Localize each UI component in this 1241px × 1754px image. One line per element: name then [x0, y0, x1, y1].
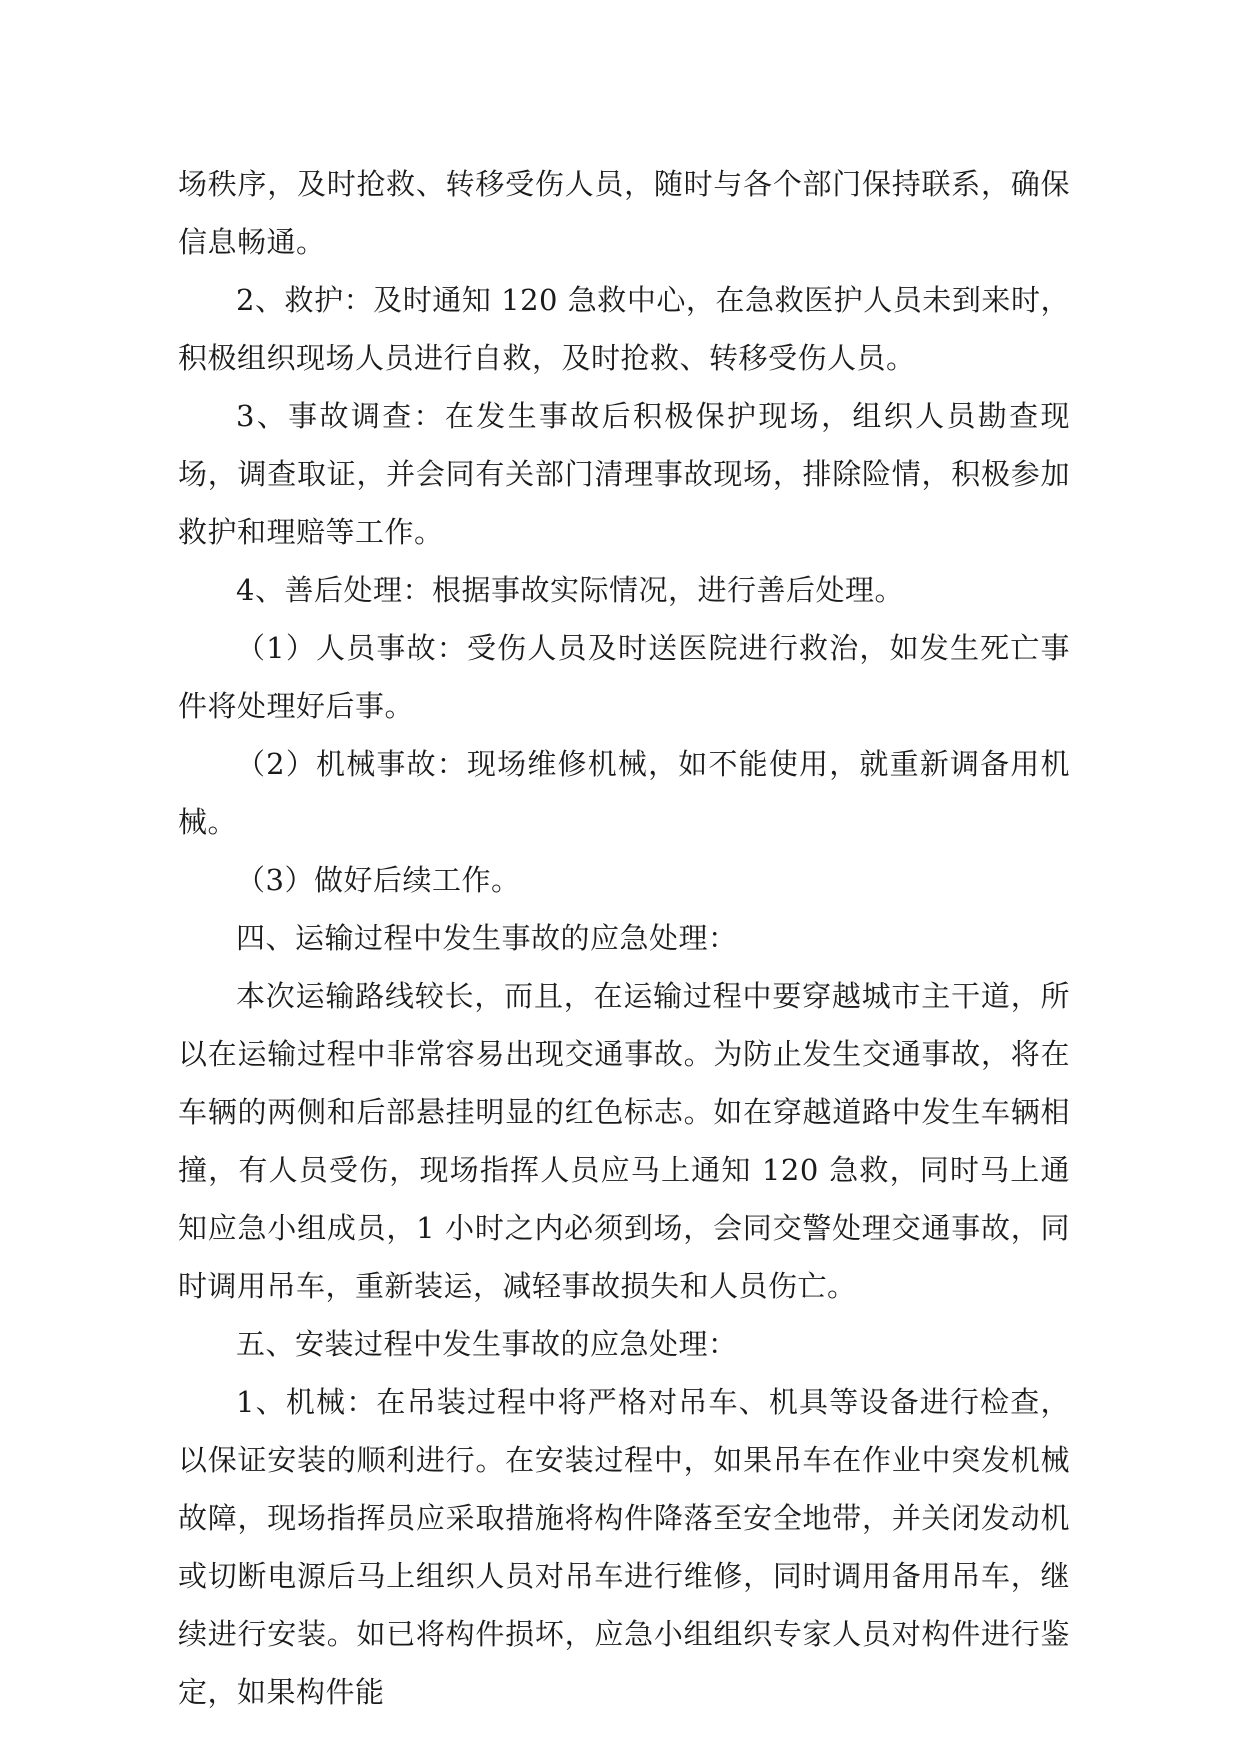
paragraph-continuation: 场秩序，及时抢救、转移受伤人员，随时与各个部门保持联系，确保信息畅通。	[178, 167, 1070, 259]
document-body	[178, 155, 1070, 1721]
paragraph-investigation: 3、事故调查：在发生事故后积极保护现场，组织人员勘查现场，调查取证，并会同有关部门清理事故现场，排除险情，积极参加救护和理赔等工作。	[178, 399, 1070, 549]
paragraph-personnel-accident: （1）人员事故：受伤人员及时送医院进行救治，如发生死亡事件将处理好后事。	[178, 631, 1070, 723]
paragraph-aftermath: 4、善后处理：根据事故实际情况，进行善后处理。	[236, 573, 904, 607]
paragraph-machinery-accident: （2）机械事故：现场维修机械，如不能使用，就重新调备用机械。	[178, 747, 1070, 839]
paragraph-followup: （3）做好后续工作。	[236, 863, 521, 897]
section-heading-transport: 四、运输过程中发生事故的应急处理：	[236, 921, 738, 955]
paragraph-machinery: 1、机械：在吊装过程中将严格对吊车、机具等设备进行检查，以保证安装的顺利进行。在安装过程中，如果吊车在作业中突发机械故障，现场指挥员应采取措施将构件降落至安全地带，并关闭发动机或切断电源后马上组织人员对吊车进行维修，同时调用备用吊车，继续进行安装。如已将构件损坏，应急小组组织专家人员对构件进行鉴定，如果构件能	[178, 1385, 1070, 1709]
paragraph-rescue: 2、救护：及时通知 120 急救中心，在急救医护人员未到来时，积极组织现场人员进行自救，及时抢救、转移受伤人员。	[178, 283, 1070, 375]
paragraph-transport: 本次运输路线较长，而且，在运输过程中要穿越城市主干道，所以在运输过程中非常容易出现交通事故。为防止发生交通事故，将在车辆的两侧和后部悬挂明显的红色标志。如在穿越道路中发生车辆相撞，有人员受伤，现场指挥人员应马上通知 120 急救，同时马上通知应急小组成员，1 小时之内必须到场，会同交警处理交通事故，同时调用吊车，重新装运，减轻事故损失和人员伤亡。	[178, 979, 1070, 1303]
section-heading-installation: 五、安装过程中发生事故的应急处理：	[236, 1327, 738, 1361]
